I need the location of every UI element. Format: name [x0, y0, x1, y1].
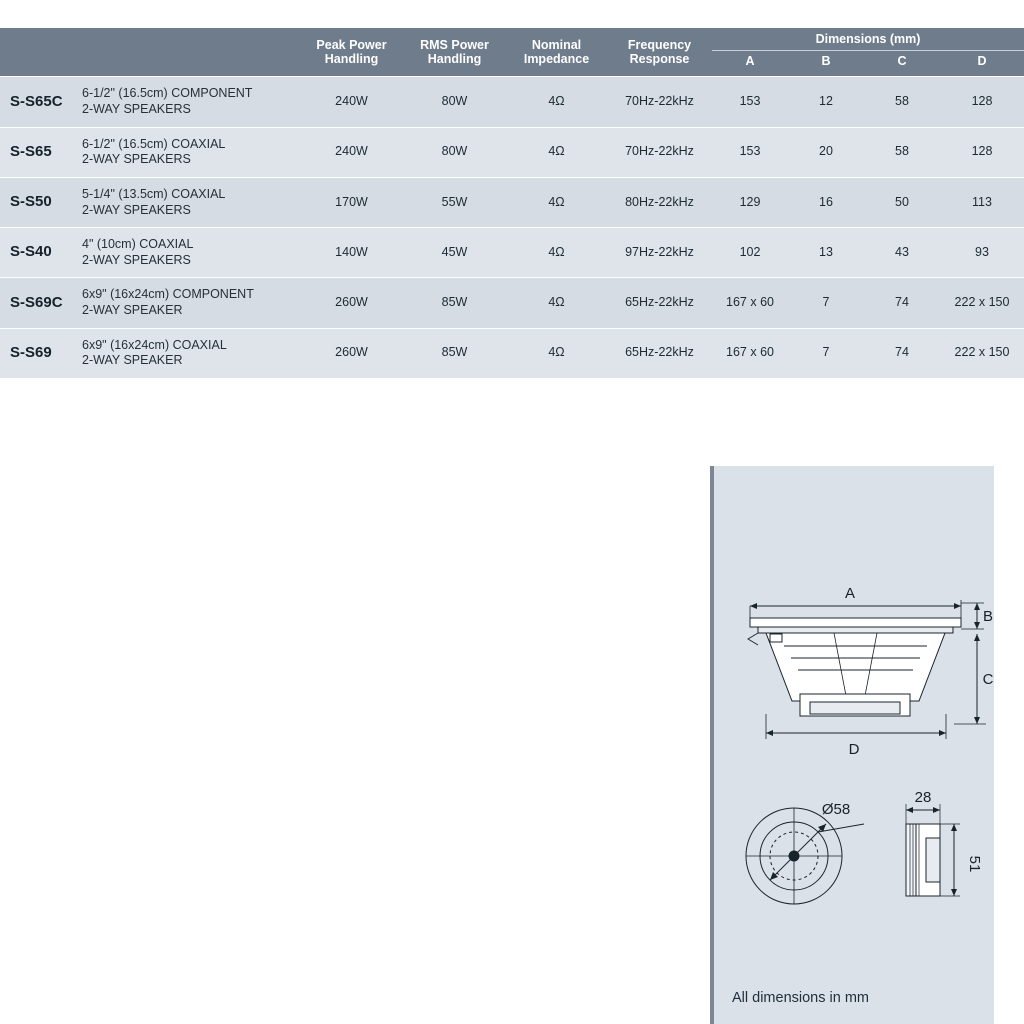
cell-model: S-S40 [0, 228, 78, 278]
cell-description-line1: 6-1/2" (16.5cm) COAXIAL [82, 136, 226, 151]
table-row [0, 328, 1024, 378]
header-impedance-line2: Impedance [523, 52, 590, 67]
dimensions-footnote: All dimensions in mm [732, 990, 869, 1006]
cell-frequency: 97Hz-22kHz [607, 228, 712, 278]
cell-dim-d: 93 [940, 228, 1024, 278]
cell-dim-c: 43 [864, 228, 940, 278]
cell-dim-b: 16 [788, 177, 864, 227]
header-frequency-line2: Response [629, 52, 690, 67]
cell-description-line1: 6x9" (16x24cm) COAXIAL [82, 337, 227, 352]
cell-rms-power: 85W [403, 328, 506, 378]
cell-dim-a: 153 [712, 77, 788, 127]
cell-impedance: 4Ω [506, 328, 607, 378]
cell-frequency: 70Hz-22kHz [607, 127, 712, 177]
cell-description [78, 328, 300, 378]
cell-dim-d: 222 x 150 [940, 328, 1024, 378]
cell-description-line2: 2-WAY SPEAKERS [82, 202, 191, 217]
table-row [0, 127, 1024, 177]
header-dimensions-group: Dimensions (mm) [712, 28, 1024, 51]
cell-peak-power: 260W [300, 328, 403, 378]
cell-description-line2: 2-WAY SPEAKERS [82, 102, 191, 116]
table-row [0, 278, 1024, 328]
cell-dim-a: 167 x 60 [712, 328, 788, 378]
cell-dim-c: 58 [864, 77, 940, 127]
cell-impedance: 4Ω [506, 127, 607, 177]
cell-dim-a: 129 [712, 177, 788, 227]
cell-rms-power: 85W [403, 278, 506, 328]
specifications-table-container [0, 28, 1024, 379]
cell-frequency: 70Hz-22kHz [607, 77, 712, 127]
label-height-51: 51 [966, 855, 983, 873]
table-header [0, 28, 1024, 77]
dimension-diagram-panel [710, 466, 994, 1024]
header-description [78, 28, 300, 77]
label-diameter-58: Ø58 [821, 801, 851, 818]
cell-description-line2: 2-WAY SPEAKER [82, 303, 183, 317]
header-rms-power [403, 28, 506, 77]
cell-peak-power: 260W [300, 278, 403, 328]
cell-dim-d: 128 [940, 77, 1024, 127]
cell-description [78, 77, 300, 127]
cell-dim-d: 222 x 150 [940, 278, 1024, 328]
cell-description-line1: 6x9" (16x24cm) COMPONENT [82, 287, 254, 302]
cell-description-line2: 2-WAY SPEAKER [82, 353, 183, 368]
cell-peak-power: 240W [300, 77, 403, 127]
table-row [0, 177, 1024, 227]
cell-dim-b: 7 [788, 278, 864, 328]
cell-dim-a: 167 x 60 [712, 278, 788, 328]
cell-description-line1: 5-1/4" (13.5cm) COAXIAL [82, 186, 226, 201]
cell-peak-power: 240W [300, 127, 403, 177]
header-frequency-line1: Frequency [627, 37, 692, 52]
cell-dim-b: 13 [788, 228, 864, 278]
cell-dim-b: 12 [788, 77, 864, 127]
cell-impedance: 4Ω [506, 77, 607, 127]
cell-rms-power: 80W [403, 127, 506, 177]
table-header-row-top [0, 28, 1024, 51]
cell-frequency: 65Hz-22kHz [607, 278, 712, 328]
header-rms-power-line1: RMS Power [420, 37, 489, 52]
label-a: A [844, 585, 856, 602]
header-nominal-impedance [506, 28, 607, 77]
cell-rms-power: 55W [403, 177, 506, 227]
cell-impedance: 4Ω [506, 228, 607, 278]
header-dim-a: A [712, 51, 788, 77]
header-model [0, 28, 78, 77]
header-rms-power-line2: Handling [427, 52, 482, 67]
cell-model: S-S65 [0, 127, 78, 177]
cell-frequency: 65Hz-22kHz [607, 328, 712, 378]
cell-description-line2: 2-WAY SPEAKERS [82, 152, 191, 167]
cell-description [78, 177, 300, 227]
cell-dim-a: 153 [712, 127, 788, 177]
header-peak-power [300, 28, 403, 77]
cell-dim-c: 50 [864, 177, 940, 227]
header-dim-b: B [788, 51, 864, 77]
cell-dim-b: 20 [788, 127, 864, 177]
cell-model: S-S50 [0, 177, 78, 227]
cell-dim-d: 113 [940, 177, 1024, 227]
header-impedance-line1: Nominal [531, 37, 582, 52]
cell-model: S-S69 [0, 328, 78, 378]
cell-description [78, 278, 300, 328]
cell-dim-a: 102 [712, 228, 788, 278]
cell-description-line1: 4" (10cm) COAXIAL [82, 237, 194, 252]
cell-impedance: 4Ω [506, 177, 607, 227]
cell-dim-c: 58 [864, 127, 940, 177]
table-row [0, 77, 1024, 127]
label-b: B [982, 608, 994, 625]
cell-peak-power: 170W [300, 177, 403, 227]
cell-dim-c: 74 [864, 328, 940, 378]
header-dim-d: D [940, 51, 1024, 77]
specifications-table [0, 28, 1024, 379]
cell-frequency: 80Hz-22kHz [607, 177, 712, 227]
speaker-dimension-drawing [714, 466, 994, 976]
header-peak-power-line2: Handling [324, 52, 379, 67]
header-peak-power-line1: Peak Power [316, 37, 387, 52]
table-row [0, 228, 1024, 278]
label-width-28: 28 [914, 789, 932, 806]
cell-rms-power: 45W [403, 228, 506, 278]
cell-description [78, 127, 300, 177]
header-dim-c: C [864, 51, 940, 77]
cell-dim-b: 7 [788, 328, 864, 378]
cell-model: S-S65C [0, 77, 78, 127]
cell-peak-power: 140W [300, 228, 403, 278]
cell-dim-c: 74 [864, 278, 940, 328]
label-d: D [848, 741, 860, 758]
cell-model: S-S69C [0, 278, 78, 328]
cell-impedance: 4Ω [506, 278, 607, 328]
cell-rms-power: 80W [403, 77, 506, 127]
label-c: C [982, 671, 994, 688]
cell-description [78, 228, 300, 278]
cell-description-line1: 6-1/2" (16.5cm) COMPONENT [82, 86, 253, 101]
cell-dim-d: 128 [940, 127, 1024, 177]
header-frequency-response [607, 28, 712, 77]
table-body [0, 77, 1024, 379]
cell-description-line2: 2-WAY SPEAKERS [82, 252, 191, 267]
